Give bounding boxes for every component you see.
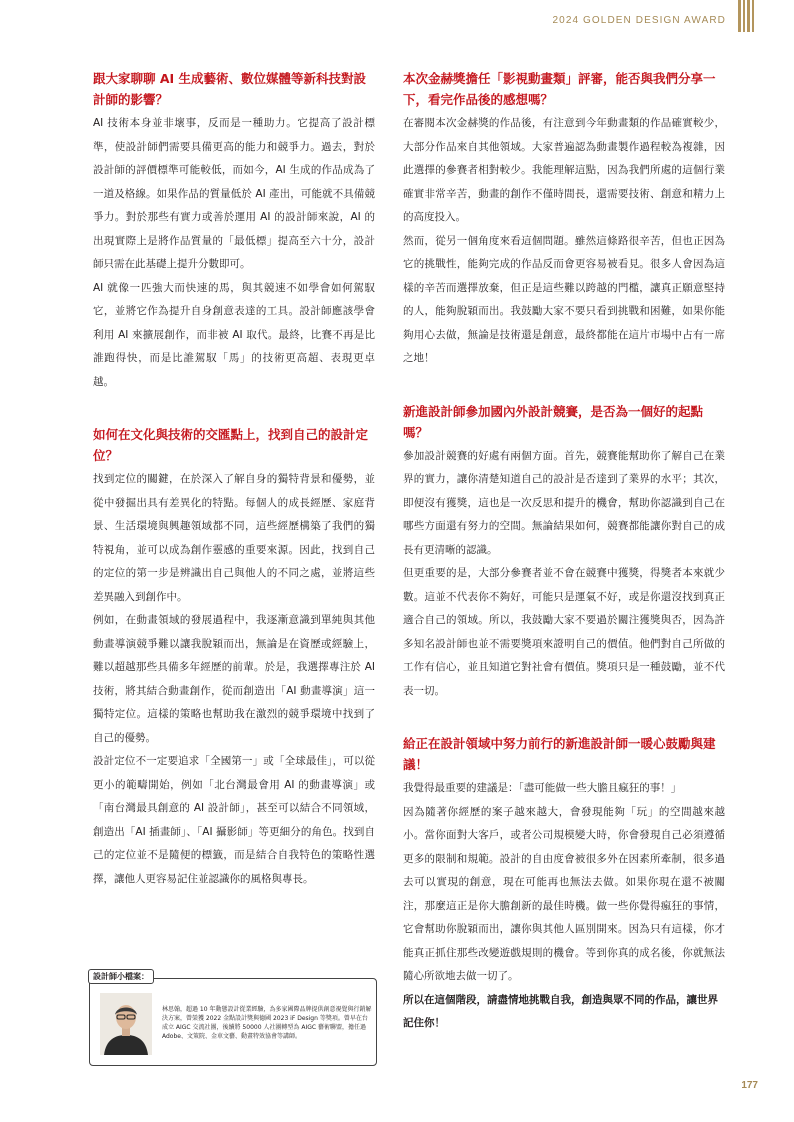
left-column: [93, 68, 375, 891]
closing-statement: 所以在這個階段，請盡情地挑戰自我，創造與眾不同的作品，讓世界記住你！: [403, 993, 718, 1029]
body-paragraph: 然而，從另一個角度來看這個問題。雖然這條路很辛苦，但也正因為它的挑戰性，能夠完成的作品反而會更容易被看見。很多人會因為這樣的辛苦而選擇放棄，但正是這些難以跨越的門檻，讓真正願意堅持的人，能夠脫穎而出。我鼓勵大家不要只看到挑戰和困難，如果你能夠用心去做，無論是技術還是創意，最終都能在這片市場中占有一席之地！: [403, 234, 725, 364]
section-heading: 跟大家聊聊 AI 生成藝術、數位媒體等新科技對設計師的影響？: [93, 71, 367, 107]
section-heading: 給正在設計領域中努力前行的新進設計師一暖心鼓勵與建議！: [403, 736, 716, 772]
body-paragraph: 找到定位的關鍵，在於深入了解自身的獨特背景和優勢，並從中發掘出具有差異化的特點。每個人的成長經歷、家庭背景、生活環境與興趣領域都不同，這些經歷構築了我們的獨特視角，並可以成為創作靈感的重要來源。因此，找到自己的定位的第一步是辨識出自己與他人的不同之處，並將這些差異融入到創作中。: [93, 473, 375, 603]
body-paragraph: 我覺得最重要的建議是：「盡可能做一些大膽且瘋狂的事！」: [403, 782, 682, 794]
body-paragraph: AI 技術本身並非壞事，反而是一種助力。它提高了設計標準，使設計師們需要具備更高的能力和競爭力。過去，對於設計師的評價標準可能較低，而如今，AI 生成的作品成為了一道及格線。如果作品的質量低於 AI 產出，可能就不具備競爭力。對於那些有實力或善於運用 AI 的設計師來說，AI 的出現實際上是將作品質量的「最低標」提高至六十分，設計師只需在此基礎上提升分數即可。: [93, 117, 375, 270]
section-heading: 新進設計師參加國內外設計競賽，是否為一個好的起點嗎？: [403, 403, 704, 440]
profile-text: 林思翰，超過 10 年動態設計從業經驗，為多家國際品牌提供創意視覺與行銷解決方案，曾榮獲 2022 金點設計獎與德國 2023 iF Design 等獎項。曾早在台成立 AIGC 交流社團，後續將 50000 人社團轉型為 AIGC 藝術聯盟，擔任過 Adobe、文策院、金車文藝、動畫特效協會等講師。: [162, 1006, 372, 1040]
stripe: [738, 0, 741, 32]
designer-profile-box: [89, 972, 377, 1066]
body-paragraph: 在審閱本次金赫獎的作品後，有注意到今年動畫類的作品確實較少，大部分作品來自其他領域。大家普遍認為動畫製作過程較為複雜，因此選擇的參賽者相對較少。我能理解這點，因為我們所處的這個行業確實非常辛苦，動畫的創作不僅時間長，還需要技術、創意和精力上的高度投入。: [403, 117, 725, 223]
body-paragraph: 但更重要的是，大部分參賽者並不會在競賽中獲獎，得獎者本來就少數。這並不代表你不夠好，可能只是運氣不好，或是你還沒找到真正適合自己的領域。所以，我鼓勵大家不要過於關注獲獎與否，因為許多知名設計師也並不需要獎項來證明自己的價值。他們對自己所做的工作有信心，並且知道它對社會有價值。獎項只是一種鼓勵，並不代表一切。: [403, 567, 725, 697]
body-paragraph: AI 就像一匹強大而快速的馬，與其競速不如學會如何駕馭它，並將它作為提升自身創意表達的工具。設計師應該學會利用 AI 來擴展創作，而非被 AI 取代。最終，比賽不再是比誰跑得快，而是比誰駕馭「馬」的技術更高超、表現更卓越。: [93, 281, 375, 388]
stripe: [747, 0, 750, 32]
body-paragraph: 因為隨著你經歷的案子越來越大，會發現能夠「玩」的空間越來越小。當你面對大客戶，或者公司規模變大時，你會發現自己必須遵循更多的限制和規範。設計的自由度會被很多外在因素所牽制，很多過去可以實現的創意，現在可能再也無法去做。如果你現在還不被關注，那麼這正是你大膽創新的最佳時機。做一些你覺得瘋狂的事情，它會幫助你脫穎而出，讓你與其他人區別開來。因為只有這樣，你才能真正抓住那些改變遊戲規則的機會。等到你真的成名後，你就無法隨心所欲地去做一切了。: [403, 805, 725, 982]
section-heading: 本次金赫獎擔任「影視動畫類」評審，能否與我們分享一下，看完作品後的感想嗎？: [403, 71, 716, 107]
section-heading: 如何在文化與技術的交匯點上，找到自己的設計定位？: [93, 427, 369, 463]
designer-photo: [100, 993, 152, 1055]
page-number: 177: [741, 1080, 758, 1091]
stripe: [752, 0, 755, 32]
body-paragraph: 設計定位不一定要追求「全國第一」或「全球最佳」，可以從更小的範疇開始，例如「北台灣最會用 AI 的動畫導演」或「南台灣最具創意的 AI 設計師」，甚至可以結合不同領域，創造出「AI 插畫師」、「AI 攝影師」等更細分的角色。找到自己的定位並不是隨便的標籤，而是結合自我特色的策略性選擇，讓他人更容易記住並認識你的風格與專長。: [93, 755, 375, 885]
header-title: 2024 GOLDEN DESIGN AWARD: [552, 15, 726, 26]
body-paragraph: 參加設計競賽的好處有兩個方面。首先，競賽能幫助你了解自己在業界的實力，讓你清楚知道自己的設計是否達到了業界的水平；其次，即便沒有獲獎，這也是一次反思和提升的機會，幫助你認識到自己在哪些方面還有努力的空間。無論結果如何，競賽都能讓你對自己的成長有更清晰的認識。: [403, 449, 725, 556]
right-column: [403, 68, 725, 1036]
body-paragraph: 例如，在動畫領域的發展過程中，我逐漸意識到單純與其他動畫導演競爭難以讓我脫穎而出，無論是在資歷或經驗上，難以超越那些具備多年經歷的前輩。於是，我選擇專注於 AI 技術，將其結合動畫創作，從而創造出「AI 動畫導演」這一獨特定位。這樣的策略也幫助我在激烈的競爭環境中找到了自己的優勢。: [93, 614, 375, 744]
profile-label: 設計師小檔案：: [88, 969, 154, 984]
header-stripes: [738, 0, 754, 32]
stripe: [743, 0, 746, 32]
